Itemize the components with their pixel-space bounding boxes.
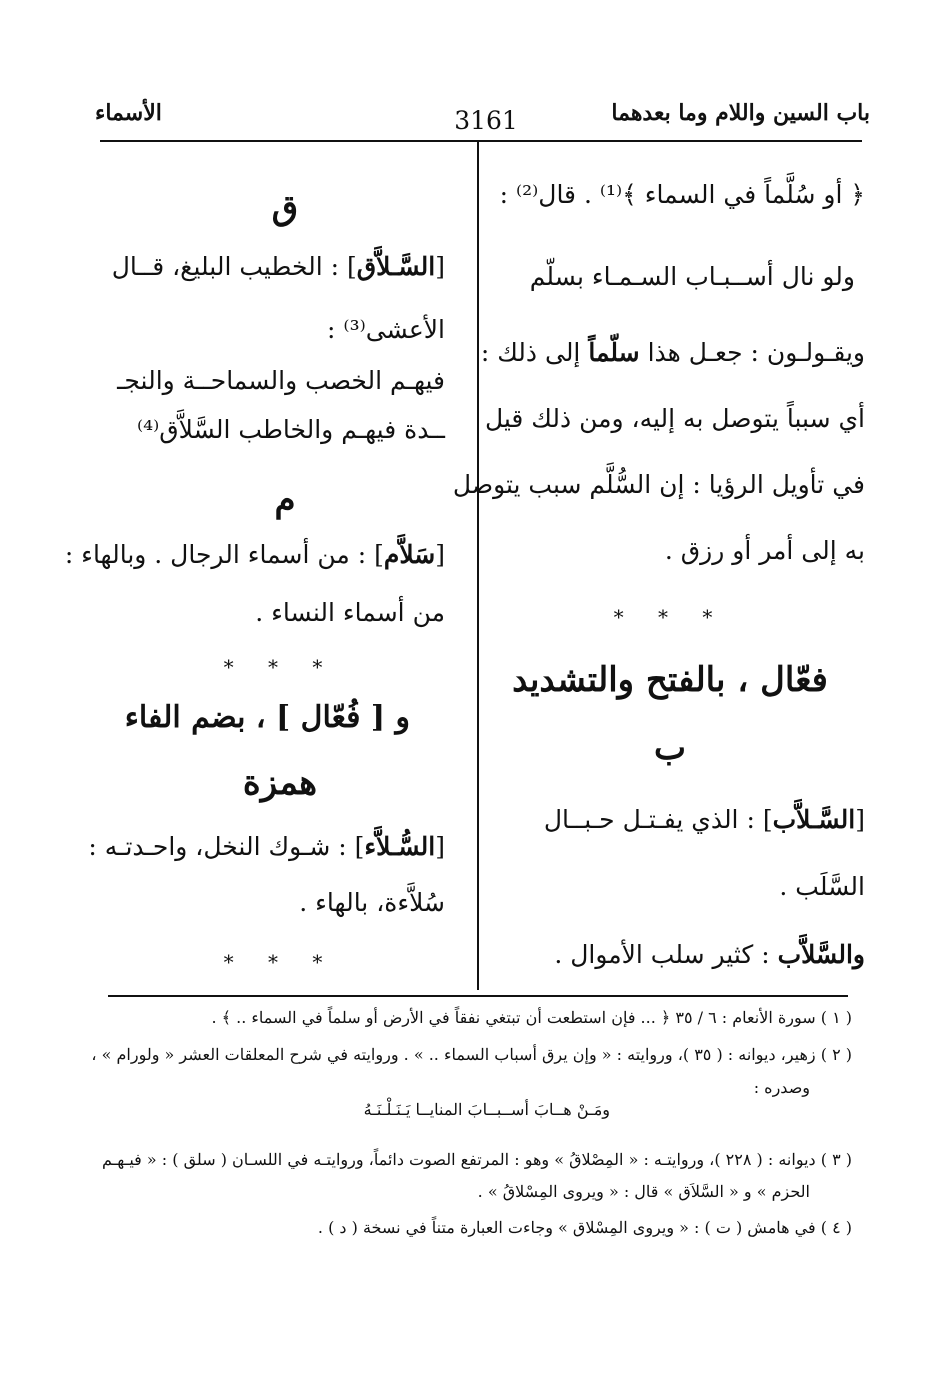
left-line-1: [السَّـلاَّق] : الخطيب البليغ، قــال bbox=[111, 252, 445, 281]
separator-stars-2: * * * bbox=[223, 950, 337, 974]
right-line-8: السَّلَب . bbox=[779, 872, 865, 901]
right-line-6: به إلى أمر أو رزق . bbox=[664, 536, 865, 565]
right-line-1: ﴿ أو سُلَّماً في السماء ﴾⁽¹⁾ . قال⁽²⁾ : bbox=[499, 180, 865, 209]
footnote-1: ( ١ ) سورة الأنعام : ٦ / ٣٥ ﴿ ... فإن استطعت أن تبتغي نفقاً في الأرض أو سلماً في السماء .. ﴾ . bbox=[211, 1008, 852, 1027]
header-rule bbox=[100, 140, 862, 142]
footnote-3: ( ٣ ) ديوانه : ( ٢٢٨ )، وروايتـه : « المِصْلاقُ » وهو : المرتفع الصوت دائماً، وروايتـه في اللسـان ( سلق ) : « فيـهـم bbox=[101, 1150, 852, 1169]
footnote-rule bbox=[108, 995, 848, 997]
letter-heading: ب bbox=[653, 728, 686, 768]
page-number: 3161 bbox=[454, 106, 518, 135]
right-line-4: أي سبباً يتوصل به إليه، ومن ذلك قيل bbox=[484, 404, 865, 433]
section-heading: فعّال ، بالفتح والتشديد bbox=[512, 660, 828, 700]
footnote-2-verse: ومَـنْ هــابَ أســبــابَ المنايــا يَـنَـلْـنَـهُ bbox=[363, 1100, 610, 1119]
right-line-5: في تأويل الرؤيا : إن السُّلَّم سبب يتوصل bbox=[452, 470, 865, 499]
footnote-3-continuation: الحزم » و « السَّلاَق » قال : « ويروى المِسْلاقُ » . bbox=[477, 1182, 810, 1201]
right-line-7: [السَّـلاَّب] : الذي يفـتـل حـبــال bbox=[543, 805, 865, 834]
left-line-8: سُلاَّءة، بالهاء . bbox=[299, 888, 445, 917]
separator-stars-1: * * * bbox=[223, 655, 337, 679]
column-divider bbox=[477, 140, 479, 990]
letter-m-heading: م bbox=[274, 480, 296, 520]
footnote-2-continuation: وصدره : bbox=[753, 1078, 810, 1097]
right-line-9: والسَّلاَّب : كثير سلب الأموال . bbox=[554, 940, 865, 969]
hamza-heading: همزة bbox=[242, 763, 318, 803]
footnote-2: ( ٢ ) زهير، ديوانه : ( ٣٥ )، وروايته : « وإن يرق أسباب السماء .. » . وروايته في شرح المعلقات العشر « ولورام » ، bbox=[91, 1045, 852, 1064]
running-head-left: الأسماء bbox=[95, 100, 162, 126]
left-line-3: فيهـم الخصب والسماحــة والنجـ bbox=[117, 366, 445, 395]
left-section-heading: و [ فُعّال ] ، بضم الفاء bbox=[124, 700, 410, 735]
right-line-3: ويقـولـون : جعـل هذا سلّماً إلى ذلك : bbox=[480, 338, 865, 367]
left-line-5: [سَلاَّم] : من أسماء الرجال . وبالهاء : bbox=[64, 540, 445, 569]
right-line-2: ولو نال أســبـاب السـمـاء بسلّم bbox=[529, 262, 855, 291]
left-line-4: ــدة فيهـم والخاطب السَّلاَّق⁽⁴⁾ bbox=[136, 415, 445, 444]
footnote-4: ( ٤ ) في هامش ( ت ) : « ويروى المِسْلاق » وجاءت العبارة متناً في نسخة ( د ) . bbox=[317, 1218, 852, 1237]
separator-stars: * * * bbox=[613, 605, 727, 629]
left-line-6: من أسماء النساء . bbox=[255, 598, 445, 627]
running-head-right: باب السين واللام وما بعدهما bbox=[611, 100, 870, 126]
left-line-7: [السُّـلاَّء] : شـوك النخل، واحـدتـه : bbox=[88, 832, 445, 861]
left-line-2: الأعشى⁽³⁾ : bbox=[327, 315, 445, 344]
letter-q-heading: ق bbox=[271, 188, 299, 228]
